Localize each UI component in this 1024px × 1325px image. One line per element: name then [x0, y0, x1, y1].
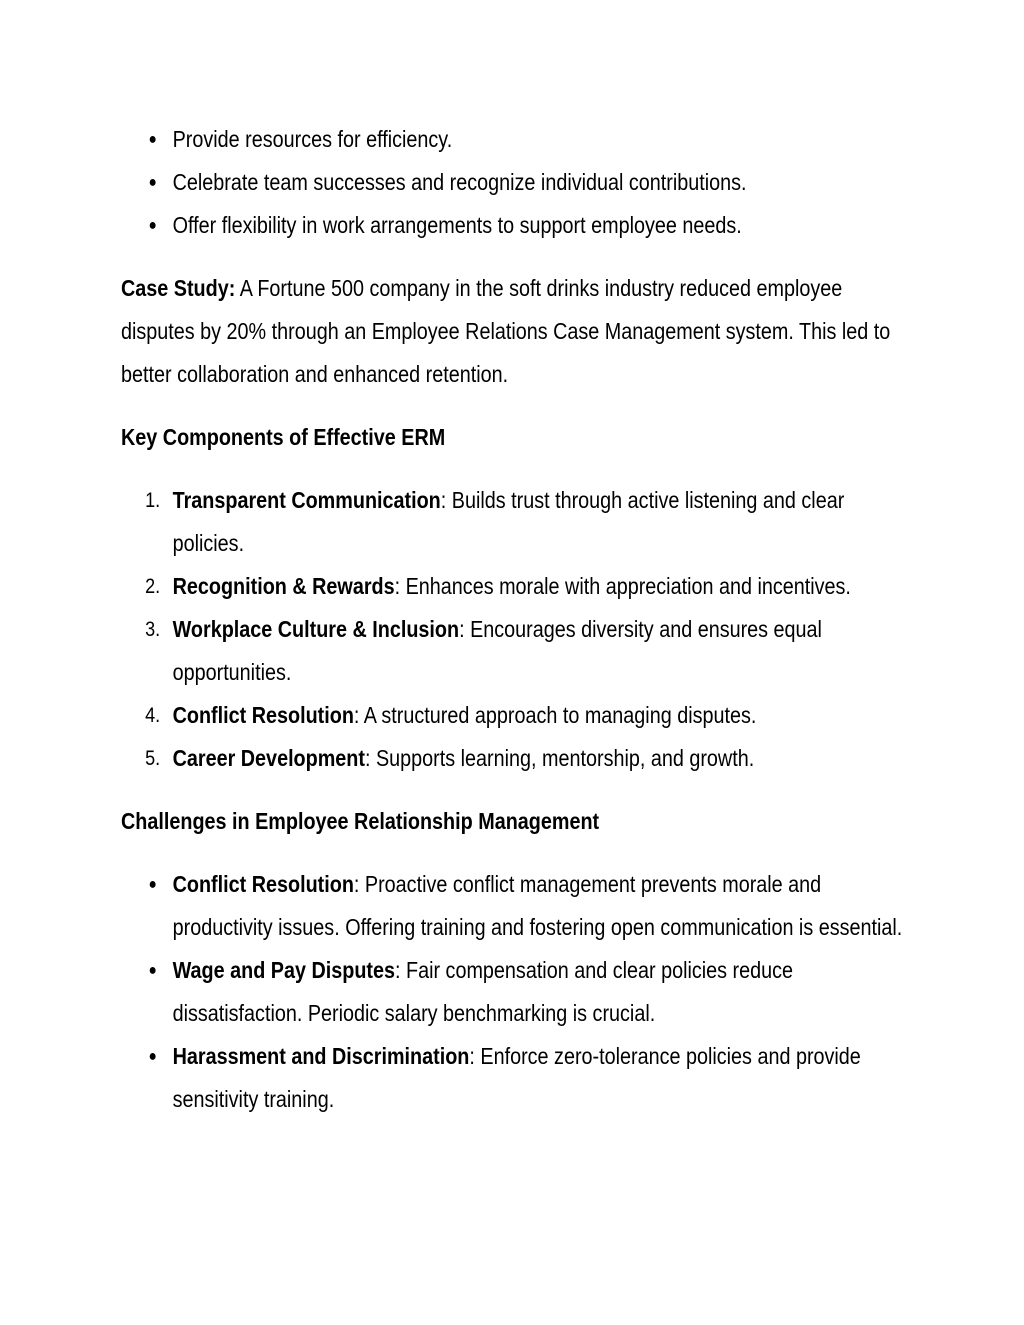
component-term: Recognition & Rewards [172, 573, 395, 599]
case-study-text: A Fortune 500 company in the soft drinks industry reduced employee disputes by 20% through an Employee Relations Case Management system. This led to better collaboration and enhanced retention. [121, 275, 891, 387]
component-desc: : Enhances morale with appreciation and incentives. [394, 573, 851, 599]
key-components-list [121, 479, 910, 780]
list-item [121, 737, 910, 780]
challenges-list [121, 863, 910, 1121]
intro-bullet-list [121, 118, 910, 247]
list-number: 4. [145, 704, 161, 727]
list-item-text: Offer flexibility in work arrangements to support employee needs. [172, 212, 742, 238]
list-item [121, 204, 910, 247]
challenge-term: Conflict Resolution [172, 871, 354, 897]
list-item [121, 1035, 910, 1121]
component-desc: : Encourages diversity and ensures equal opportunities. [172, 616, 822, 685]
case-study-paragraph [121, 267, 910, 396]
challenges-heading: Challenges in Employee Relationship Management [121, 808, 600, 834]
list-item [121, 118, 910, 161]
list-number: 2. [145, 575, 161, 598]
challenge-term: Wage and Pay Disputes [172, 957, 396, 983]
list-item [121, 694, 910, 737]
challenge-desc: : Enforce zero-tolerance policies and provide sensitivity training. [172, 1043, 861, 1112]
list-item-text: Provide resources for efficiency. [172, 126, 453, 152]
case-study-label: Case Study: [121, 275, 236, 301]
list-item [121, 608, 910, 694]
component-desc: : Supports learning, mentorship, and growth. [364, 745, 755, 771]
document-page [121, 118, 911, 1121]
list-number: 5. [145, 747, 161, 770]
challenge-desc: : Proactive conflict management prevents morale and productivity issues. Offering training and fostering open communication is essential. [172, 871, 903, 940]
challenge-term: Harassment and Discrimination [172, 1043, 470, 1069]
component-desc: : Builds trust through active listening and clear policies. [172, 487, 845, 556]
component-desc: : A structured approach to managing disputes. [353, 702, 757, 728]
list-item [121, 161, 910, 204]
list-item [121, 565, 910, 608]
key-components-heading: Key Components of Effective ERM [121, 424, 446, 450]
component-term: Workplace Culture & Inclusion [172, 616, 460, 642]
list-item [121, 863, 910, 949]
challenge-desc: : Fair compensation and clear policies reduce dissatisfaction. Periodic salary benchmarking is crucial. [172, 957, 794, 1026]
list-number: 1. [145, 489, 161, 512]
list-item-text: Celebrate team successes and recognize individual contributions. [172, 169, 747, 195]
list-number: 3. [145, 618, 161, 641]
component-term: Transparent Communication [172, 487, 441, 513]
component-term: Career Development [172, 745, 365, 771]
list-item [121, 949, 910, 1035]
list-item [121, 479, 910, 565]
component-term: Conflict Resolution [172, 702, 354, 728]
